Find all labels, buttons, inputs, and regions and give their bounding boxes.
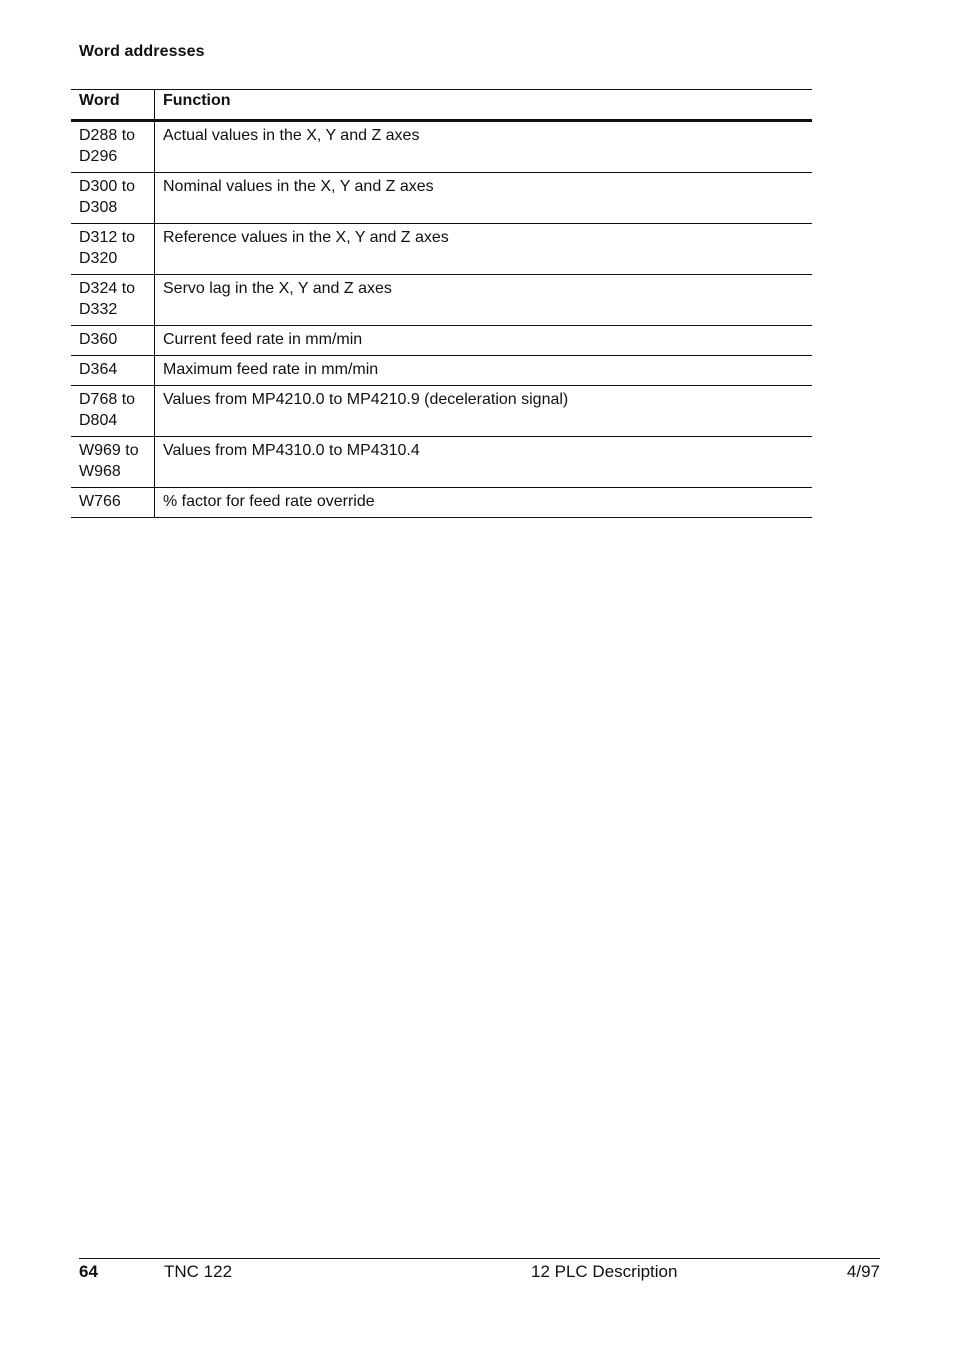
footer-divider xyxy=(79,1258,880,1259)
table-row xyxy=(71,326,812,356)
table-row xyxy=(71,437,812,488)
table-row xyxy=(71,121,812,173)
page-number: 64 xyxy=(79,1262,98,1281)
word-cell: D364 xyxy=(71,356,155,386)
word-cell: D324 to D332 xyxy=(71,275,155,326)
table-row xyxy=(71,275,812,326)
table-row xyxy=(71,356,812,386)
word-address-table xyxy=(71,89,812,518)
column-header-function: Function xyxy=(163,92,231,109)
word-cell: W969 to W968 xyxy=(71,437,155,488)
footer-chapter: 12 PLC Description xyxy=(531,1262,678,1281)
section-title: Word addresses xyxy=(79,43,205,60)
function-cell: Current feed rate in mm/min xyxy=(163,331,363,348)
word-cell: D288 to D296 xyxy=(71,121,155,173)
word-cell: D768 to D804 xyxy=(71,386,155,437)
word-cell: D300 to D308 xyxy=(71,173,155,224)
footer-date: 4/97 xyxy=(846,1262,880,1281)
function-cell: Nominal values in the X, Y and Z axes xyxy=(163,178,434,195)
function-cell: Reference values in the X, Y and Z axes xyxy=(163,229,449,246)
function-cell: Values from MP4310.0 to MP4310.4 xyxy=(163,442,420,459)
table-row xyxy=(71,173,812,224)
word-cell: W766 xyxy=(71,488,155,518)
word-cell: D360 xyxy=(71,326,155,356)
table-row xyxy=(71,224,812,275)
table-row xyxy=(71,386,812,437)
footer-product: TNC 122 xyxy=(164,1262,233,1281)
function-cell: Servo lag in the X, Y and Z axes xyxy=(163,280,392,297)
function-cell: % factor for feed rate override xyxy=(163,493,375,510)
table-header-row xyxy=(71,90,812,121)
function-cell: Actual values in the X, Y and Z axes xyxy=(163,127,420,144)
function-cell: Values from MP4210.0 to MP4210.9 (deceleration signal) xyxy=(163,391,569,408)
word-cell: D312 to D320 xyxy=(71,224,155,275)
column-header-word: Word xyxy=(71,90,155,121)
table-row xyxy=(71,488,812,518)
function-cell: Maximum feed rate in mm/min xyxy=(163,361,379,378)
